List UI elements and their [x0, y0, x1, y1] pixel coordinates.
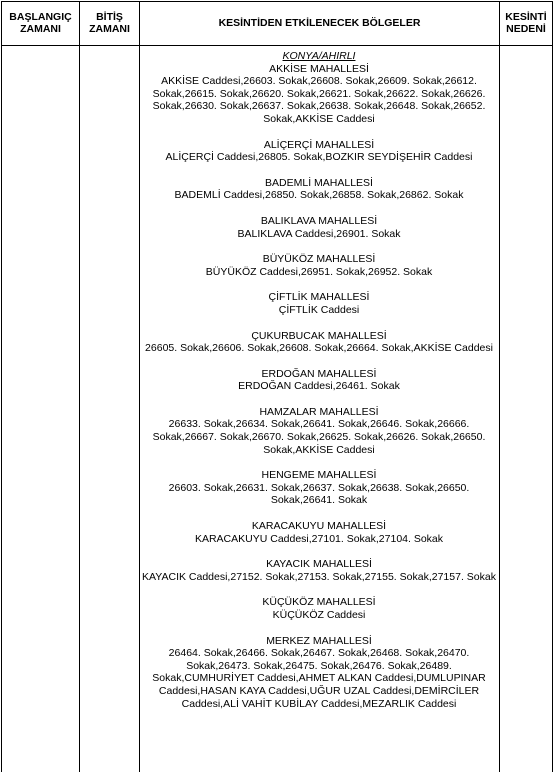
street-list: KARACAKUYU Caddesi,27101. Sokak,27104. Sokak — [194, 532, 444, 545]
street-list: ÇİFTLİK Caddesi — [278, 303, 360, 316]
neighborhood-block — [140, 635, 498, 711]
header-end-time — [80, 1, 139, 45]
street-list: AKKİSE Caddesi,26603. Sokak,26608. Sokak,26609. Sokak,26612. Sokak,26615. Sokak,26620. Sokak,26621. Sokak,26622. Sokak,26626. Sokak,26630. Sokak,26637. Sokak,26638. Sokak,26648. Sokak,26652. Sokak,AKKİSE Caddesi — [152, 75, 486, 125]
neighborhood-block — [140, 291, 498, 316]
neighborhood-name: BALIKLAVA MAHALLESİ — [260, 214, 378, 227]
neighborhood-name: ÇUKURBUCAK MAHALLESİ — [251, 329, 387, 342]
street-list: BADEMLİ Caddesi,26850. Sokak,26858. Sokak,26862. Sokak — [174, 189, 464, 202]
neighborhood-name: HENGEME MAHALLESİ — [261, 469, 377, 482]
header-start-time — [2, 1, 79, 45]
header-start-line2: ZAMANI — [20, 23, 61, 35]
header-reason-line1: KESİNTİ — [505, 11, 547, 23]
street-list: ALİÇERÇİ Caddesi,26805. Sokak,BOZKIR SEYDİŞEHİR Caddesi — [165, 151, 473, 164]
neighborhood-name: MERKEZ MAHALLESİ — [266, 634, 372, 647]
column-divider-1 — [79, 1, 80, 772]
street-list: 26603. Sokak,26631. Sokak,26637. Sokak,26638. Sokak,26650. Sokak,26641. Sokak — [168, 481, 470, 507]
neighborhood-block — [140, 406, 498, 456]
header-bottom-border — [1, 45, 553, 46]
affected-areas-cell — [140, 50, 498, 723]
neighborhood-block — [140, 63, 498, 126]
table-right-border — [552, 1, 553, 772]
header-reason — [500, 1, 552, 45]
neighborhood-name: BÜYÜKÖZ MAHALLESİ — [262, 253, 376, 266]
neighborhood-name: KAYACIK MAHALLESİ — [266, 558, 372, 571]
neighborhood-list — [140, 63, 498, 711]
neighborhood-block — [140, 558, 498, 583]
neighborhood-block — [140, 139, 498, 164]
street-list: BÜYÜKÖZ Caddesi,26951. Sokak,26952. Sokak — [205, 265, 433, 278]
neighborhood-block — [140, 596, 498, 621]
neighborhood-name: ERDOĞAN MAHALLESİ — [261, 367, 377, 380]
neighborhood-name: ÇİFTLİK MAHALLESİ — [268, 291, 370, 304]
header-reason-line2: NEDENİ — [506, 23, 546, 35]
neighborhood-block — [140, 330, 498, 355]
neighborhood-name: HAMZALAR MAHALLESİ — [259, 405, 379, 418]
neighborhood-block — [140, 253, 498, 278]
header-start-line1: BAŞLANGIÇ — [9, 11, 72, 23]
header-end-line1: BİTİŞ — [96, 11, 123, 23]
neighborhood-block — [140, 368, 498, 393]
neighborhood-name: KÜÇÜKÖZ MAHALLESİ — [262, 596, 376, 609]
street-list: ERDOĞAN Caddesi,26461. Sokak — [238, 380, 400, 393]
street-list: BALIKLAVA Caddesi,26901. Sokak — [237, 227, 401, 240]
neighborhood-block — [140, 177, 498, 202]
street-list: KÜÇÜKÖZ Caddesi — [272, 609, 366, 621]
neighborhood-block — [140, 469, 498, 507]
neighborhood-name: ALİÇERÇİ MAHALLESİ — [263, 138, 375, 151]
street-list: KAYACIK Caddesi,27152. Sokak,27153. Sokak,27155. Sokak,27157. Sokak — [142, 570, 496, 583]
street-list: 26464. Sokak,26466. Sokak,26467. Sokak,26468. Sokak,26470. Sokak,26473. Sokak,26475. Sokak,26476. Sokak,26489. Sokak,CUMHURİYET Caddesi,AHMET ALKAN Caddesi,DUMLUPINAR Caddesi,HASAN KAYA Caddesi,UĞUR UZAL Caddesi,DEMİRCİLER Caddesi,ALİ VAHİT KUBİLAY Caddesi,MEZARLIK Caddesi — [152, 647, 486, 710]
neighborhood-name: AKKİSE MAHALLESİ — [269, 62, 369, 75]
neighborhood-block — [140, 215, 498, 240]
column-divider-3 — [499, 1, 500, 772]
table-left-border — [1, 1, 2, 772]
street-list: 26633. Sokak,26634. Sokak,26641. Sokak,26646. Sokak,26666. Sokak,26667. Sokak,26670. Sokak,26625. Sokak,26626. Sokak,26650. Sokak,AKKİSE Caddesi — [152, 418, 486, 456]
street-list: 26605. Sokak,26606. Sokak,26608. Sokak,26664. Sokak,AKKİSE Caddesi — [145, 342, 493, 355]
region-title: KONYA/AHIRLI — [282, 50, 356, 62]
neighborhood-name: KARACAKUYU MAHALLESİ — [251, 520, 387, 533]
neighborhood-block — [140, 520, 498, 545]
header-areas-label: KESİNTİDEN ETKİLENECEK BÖLGELER — [218, 17, 421, 29]
header-end-line2: ZAMANI — [89, 23, 130, 35]
neighborhood-name: BADEMLİ MAHALLESİ — [265, 176, 373, 189]
header-affected-areas — [140, 1, 499, 45]
